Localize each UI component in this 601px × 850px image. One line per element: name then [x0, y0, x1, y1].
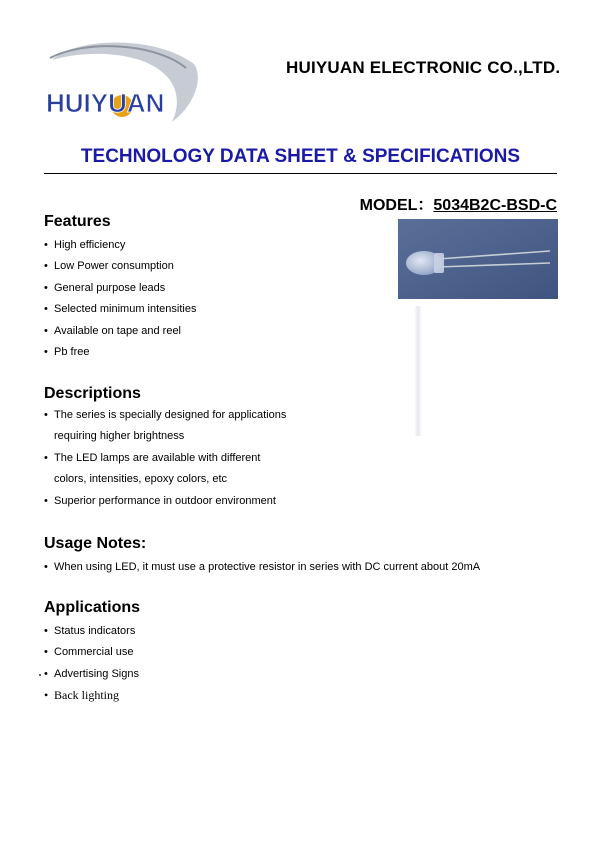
logo-swoosh-graphic [44, 36, 204, 128]
applications-heading: Applications [44, 599, 141, 616]
company-logo [44, 36, 204, 128]
descriptions-heading: Descriptions [44, 385, 141, 402]
list-item: • The LED lamps are available with different [44, 448, 286, 469]
descriptions-list [44, 405, 286, 512]
list-item: • Status indicators [44, 621, 139, 642]
usage-notes-list [44, 557, 480, 578]
list-item-continuation: requiring higher brightness [54, 430, 185, 443]
company-name: HUIYUAN ELECTRONIC CO.,LTD. [286, 58, 561, 77]
list-item-continuation: colors, intensities, epoxy colors, etc [54, 473, 228, 486]
applications-list [44, 621, 139, 707]
usage-notes-heading: Usage Notes: [44, 535, 147, 552]
features-list [44, 235, 196, 363]
list-item: • General purpose leads [44, 278, 196, 299]
features-heading: Features [44, 213, 111, 230]
scan-artifact [414, 306, 422, 436]
title-divider [44, 173, 557, 174]
list-item: • Back lighting [44, 685, 139, 706]
model-line [360, 192, 557, 215]
model-label: MODEL： [359, 197, 434, 214]
list-item: • When using LED, it must use a protective resistor in series with DC current about 20mA [44, 557, 480, 578]
document-title: TECHNOLOGY DATA SHEET & SPECIFICATIONS [80, 146, 521, 167]
list-item: • Pb free [44, 342, 196, 363]
led-product-photo [398, 219, 558, 299]
list-item: • Low Power consumption [44, 256, 196, 277]
list-item: • High efficiency [44, 235, 196, 256]
list-item: • Commercial use [44, 642, 139, 663]
model-value: 5034B2C-BSD-C [433, 197, 557, 214]
list-item: • Selected minimum intensities [44, 299, 196, 320]
list-item: • Available on tape and reel [44, 321, 196, 342]
list-item: • Advertising Signs [44, 664, 139, 685]
list-item: • The series is specially designed for applications [44, 405, 286, 426]
logo-text: HUIYUAN [46, 88, 165, 118]
stray-mark [39, 674, 41, 676]
list-item: • Superior performance in outdoor environment [44, 491, 286, 512]
